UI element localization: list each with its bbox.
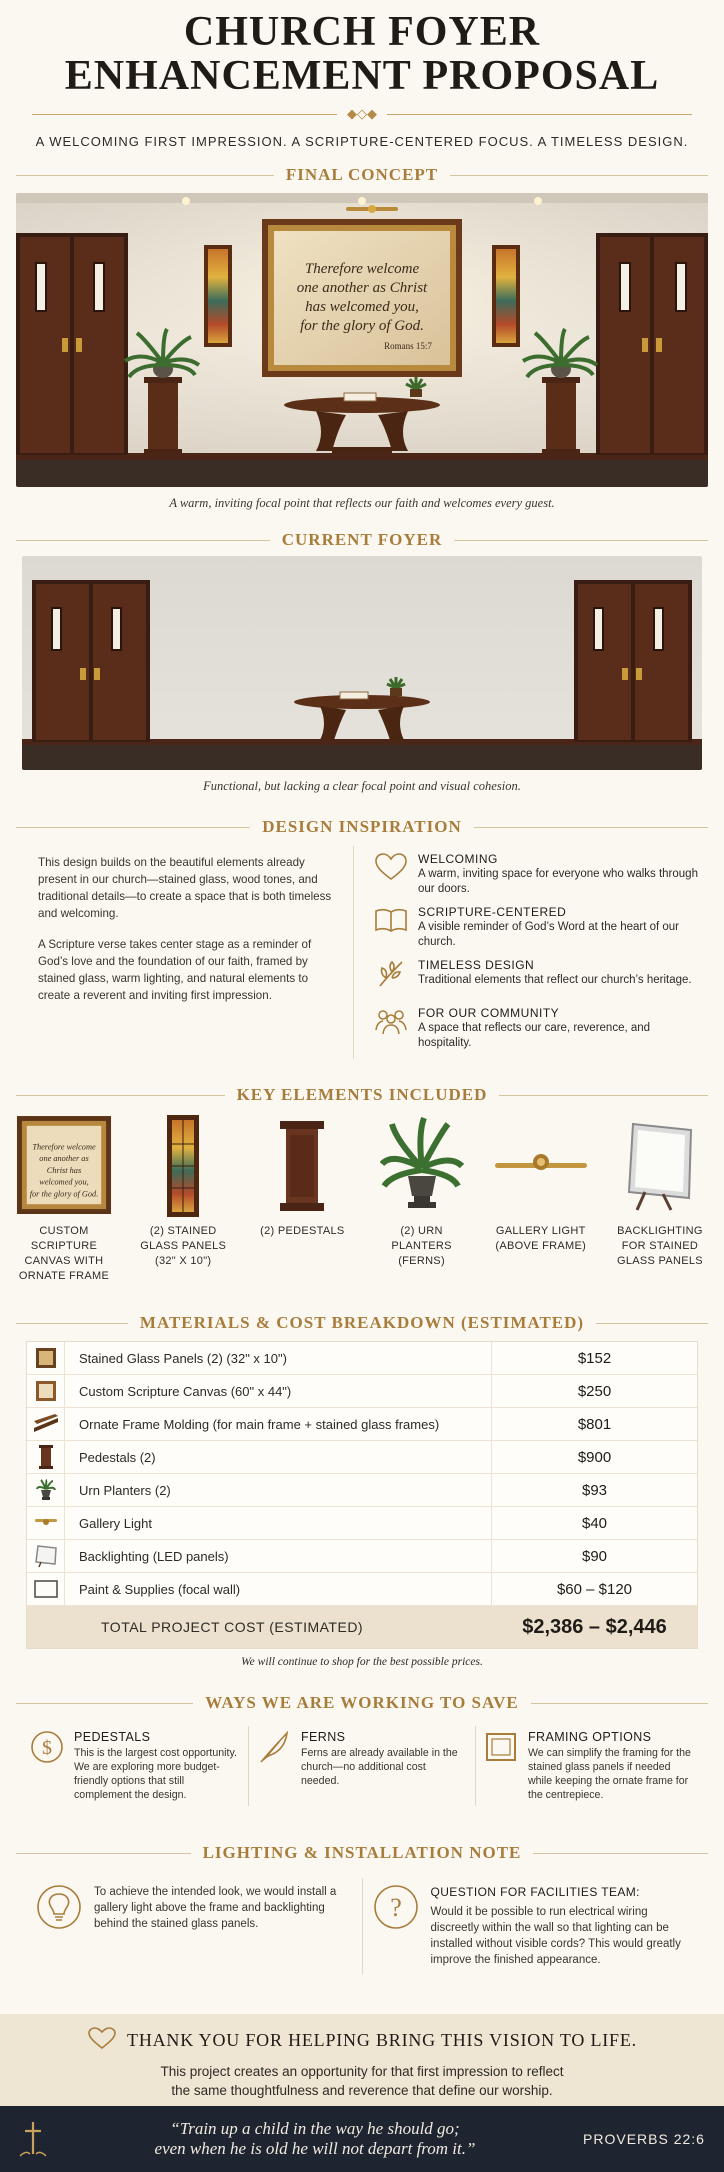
svg-text:$: $: [42, 1737, 52, 1759]
pedestal-thumb-icon: [27, 1441, 65, 1474]
key-element-label: CUSTOM SCRIPTURE CANVAS WITH ORNATE FRAME: [18, 1225, 110, 1282]
saving-ferns: [248, 1726, 475, 1806]
canvas-verse-reference: Romans 15:7: [384, 341, 432, 351]
light-thumb-icon: [27, 1507, 65, 1540]
ways-to-save-heading: WAYS WE ARE WORKING TO SAVE: [16, 1690, 708, 1716]
svg-text:for the glory of God.: for the glory of God.: [29, 1189, 99, 1199]
cost-row: [27, 1474, 697, 1507]
cost-item: Ornate Frame Molding (for main frame + stained glass frames): [65, 1408, 492, 1441]
pricing-note: We will continue to shop for the best possible prices.: [241, 1656, 483, 1668]
molding-thumb-icon: [27, 1408, 65, 1441]
cost-amount: $250: [577, 1382, 612, 1400]
feature-title-welcoming: WELCOMING: [418, 852, 498, 866]
scripture-canvas-icon: [16, 1114, 112, 1218]
cost-table: [26, 1341, 698, 1649]
ways-to-save-section: [22, 1726, 702, 1806]
feather-leaf-icon: [257, 1730, 301, 1802]
cost-amount: $801: [577, 1415, 612, 1433]
current-foyer-heading: CURRENT FOYER: [16, 527, 708, 553]
svg-text:Therefore welcome: Therefore welcome: [32, 1142, 96, 1152]
canvas-verse-line-2: one another as Christ: [296, 280, 428, 296]
inspiration-paragraph-2: A Scripture verse takes center stage as a reminder of God’s love and the foundation of our faith, framed by stained glass, warm lighting, and natural elements to create a reverent and inviting first impression.: [38, 938, 312, 1002]
total-amount: $2,386 – $2,446: [522, 1615, 667, 1638]
cost-row: [27, 1342, 697, 1375]
saving-pedestals: [22, 1726, 248, 1806]
cost-amount: $900: [577, 1448, 612, 1466]
total-label: TOTAL PROJECT COST (ESTIMATED): [101, 1619, 364, 1635]
paint-thumb-icon: [27, 1573, 65, 1606]
key-element-label: BACKLIGHTING FOR STAINED GLASS PANELS: [616, 1225, 703, 1267]
thank-you-banner: [0, 2014, 724, 2106]
page-title: [0, 10, 724, 98]
final-concept-heading: FINAL CONCEPT: [16, 162, 708, 188]
svg-text:welcomed you,: welcomed you,: [39, 1177, 89, 1187]
key-elements-heading: KEY ELEMENTS INCLUDED: [16, 1082, 708, 1108]
question-title: QUESTION FOR FACILITIES TEAM:: [430, 1885, 640, 1899]
current-foyer-image: [22, 556, 702, 770]
feature-scripture-centered: [374, 905, 700, 950]
saving-title: FERNS: [301, 1730, 346, 1744]
footer-verse-line-1: “Train up a child in the way he should go;: [170, 2119, 460, 2138]
current-foyer-caption: Functional, but lacking a clear focal point and visual cohesion.: [203, 779, 521, 793]
svg-text:Christ has: Christ has: [46, 1165, 82, 1175]
tagline: A WELCOMING FIRST IMPRESSION. A SCRIPTURE-CENTERED FOCUS. A TIMELESS DESIGN.: [35, 134, 689, 149]
stained-glass-icon: [135, 1114, 231, 1218]
feature-welcoming: [374, 852, 700, 897]
canvas-verse-line-3: has welcomed you,: [305, 299, 419, 315]
thank-you-heading: THANK YOU FOR HELPING BRING THIS VISION TO LIFE.: [127, 2030, 637, 2050]
feature-title-community: FOR OUR COMMUNITY: [418, 1006, 560, 1020]
cost-item: Gallery Light: [65, 1507, 492, 1540]
stained-glass-thumb-icon: [27, 1342, 65, 1375]
lighting-note-heading: LIGHTING & INSTALLATION NOTE: [16, 1840, 708, 1866]
led-panel-icon: [612, 1114, 708, 1218]
feature-text-welcoming: A warm, inviting space for everyone who walks through our doors.: [418, 868, 698, 895]
key-element-gallery-light: [493, 1114, 589, 1284]
lighting-note-section: [26, 1878, 698, 1974]
canvas-verse-line-1: Therefore welcome: [304, 261, 420, 277]
cross-icon: [0, 2120, 66, 2158]
key-element-backlighting: [612, 1114, 708, 1284]
saving-framing: [475, 1726, 702, 1806]
heart-outline-icon: [87, 2026, 117, 2055]
dollar-circle-icon: [30, 1730, 74, 1802]
cost-amount: $40: [581, 1514, 608, 1532]
feature-text-timeless: Traditional elements that reflect our church’s heritage.: [418, 974, 692, 986]
cost-item: Paint & Supplies (focal wall): [65, 1573, 492, 1606]
feature-community: [374, 1006, 700, 1051]
svg-text:one another as: one another as: [39, 1154, 89, 1164]
feature-title-timeless: TIMELESS DESIGN: [418, 958, 535, 972]
saving-text: Ferns are already available in the church—no additional cost needed.: [301, 1747, 458, 1787]
cost-breakdown-heading: MATERIALS & COST BREAKDOWN (ESTIMATED): [16, 1310, 708, 1336]
cost-row: [27, 1573, 697, 1606]
thank-you-line-2: the same thoughtfulness and reverence that define our worship.: [171, 2083, 553, 2098]
final-concept-image: [16, 193, 708, 487]
planter-thumb-icon: [27, 1474, 65, 1507]
key-element-label: (2) STAINED GLASS PANELS (32" X 10"): [140, 1225, 227, 1267]
svg-text:?: ?: [389, 1893, 402, 1922]
canvas-verse-line-4: for the glory of God.: [300, 318, 424, 334]
cost-amount: $93: [581, 1481, 608, 1499]
footer-verse-line-2: even when he is old he will not depart from it.”: [154, 2139, 476, 2158]
saving-title: PEDESTALS: [74, 1730, 151, 1744]
title-line-2: ENHANCEMENT PROPOSAL: [64, 53, 660, 99]
cost-item: Stained Glass Panels (2) (32" x 10"): [65, 1342, 492, 1375]
cost-amount: $60 – $120: [556, 1580, 633, 1598]
footer-reference: PROVERBS 22:6: [583, 2131, 705, 2147]
cost-row: [27, 1540, 697, 1573]
key-element-stained-glass: [135, 1114, 231, 1284]
cost-row: [27, 1441, 697, 1474]
cost-item: Pedestals (2): [65, 1441, 492, 1474]
feature-timeless-design: [374, 958, 700, 998]
cost-amount: $90: [581, 1547, 608, 1565]
feature-text-scripture: A visible reminder of God’s Word at the heart of our church.: [418, 921, 680, 948]
cost-total-row: [27, 1606, 697, 1648]
design-inspiration-section: [24, 846, 700, 1059]
cost-item: Custom Scripture Canvas (60" x 44"): [65, 1375, 492, 1408]
key-element-label: (2) PEDESTALS: [260, 1225, 345, 1237]
diamond-ornament-icon: ◆◇◆: [337, 107, 387, 122]
feature-text-community: A space that reflects our care, reverence, and hospitality.: [418, 1022, 651, 1049]
key-element-pedestals: [254, 1114, 350, 1284]
key-element-label: GALLERY LIGHT (ABOVE FRAME): [495, 1225, 587, 1252]
final-concept-caption: A warm, inviting focal point that reflects our faith and welcomes every guest.: [169, 496, 555, 510]
led-thumb-icon: [27, 1540, 65, 1573]
saving-title: FRAMING OPTIONS: [528, 1730, 652, 1744]
cost-row: [27, 1408, 697, 1441]
saving-text: This is the largest cost opportunity. We are exploring more budget-friendly options that still complement the design.: [74, 1747, 237, 1801]
canvas-thumb-icon: [27, 1375, 65, 1408]
cost-item: Urn Planters (2): [65, 1474, 492, 1507]
title-line-1: CHURCH FOYER: [183, 9, 541, 55]
key-element-label: (2) URN PLANTERS (FERNS): [391, 1225, 452, 1267]
people-group-icon: [374, 1006, 418, 1046]
lightbulb-icon: [36, 1884, 94, 1968]
cost-row: [27, 1507, 697, 1540]
cost-row: [27, 1375, 697, 1408]
cost-item: Backlighting (LED panels): [65, 1540, 492, 1573]
gallery-light-icon: [493, 1114, 589, 1218]
inspiration-paragraph-1: This design builds on the beautiful elements already present in our church—stained glass, wood tones, and traditional details—to create a space that is both timeless and welcoming.: [38, 856, 332, 920]
key-element-canvas: [16, 1114, 112, 1284]
design-inspiration-heading: DESIGN INSPIRATION: [16, 814, 708, 840]
feature-title-scripture: SCRIPTURE-CENTERED: [418, 905, 567, 919]
footer-verse: [66, 2119, 564, 2159]
saving-text: We can simplify the framing for the stained glass panels if needed while keeping the ornate frame for the centrepiece.: [528, 1747, 691, 1801]
question-text: Would it be possible to run electrical wiring discreetly within the wall so that lighting can be installed without visible cords? This would greatly improve the finished appearance.: [430, 1906, 681, 1966]
heart-icon: [374, 852, 418, 892]
frame-icon: [484, 1730, 528, 1802]
title-block: [0, 0, 724, 149]
key-element-planters: [374, 1114, 470, 1284]
fern-planter-icon: [374, 1114, 470, 1218]
question-circle-icon: [373, 1884, 431, 1968]
title-ornament-rule: [32, 104, 692, 126]
lighting-plan: [26, 1878, 362, 1974]
facilities-question: [362, 1878, 699, 1974]
open-book-icon: [374, 905, 418, 945]
leaf-branch-icon: [374, 958, 418, 998]
lighting-plan-text: To achieve the intended look, we would install a gallery light above the frame and backlighting behind the stained glass panels.: [94, 1886, 337, 1930]
thank-you-line-1: This project creates an opportunity for that first impression to reflect: [160, 2064, 564, 2079]
key-elements-list: [16, 1114, 708, 1284]
pedestal-icon: [254, 1114, 350, 1218]
cost-amount: $152: [577, 1349, 612, 1367]
footer-bar: [0, 2106, 724, 2172]
